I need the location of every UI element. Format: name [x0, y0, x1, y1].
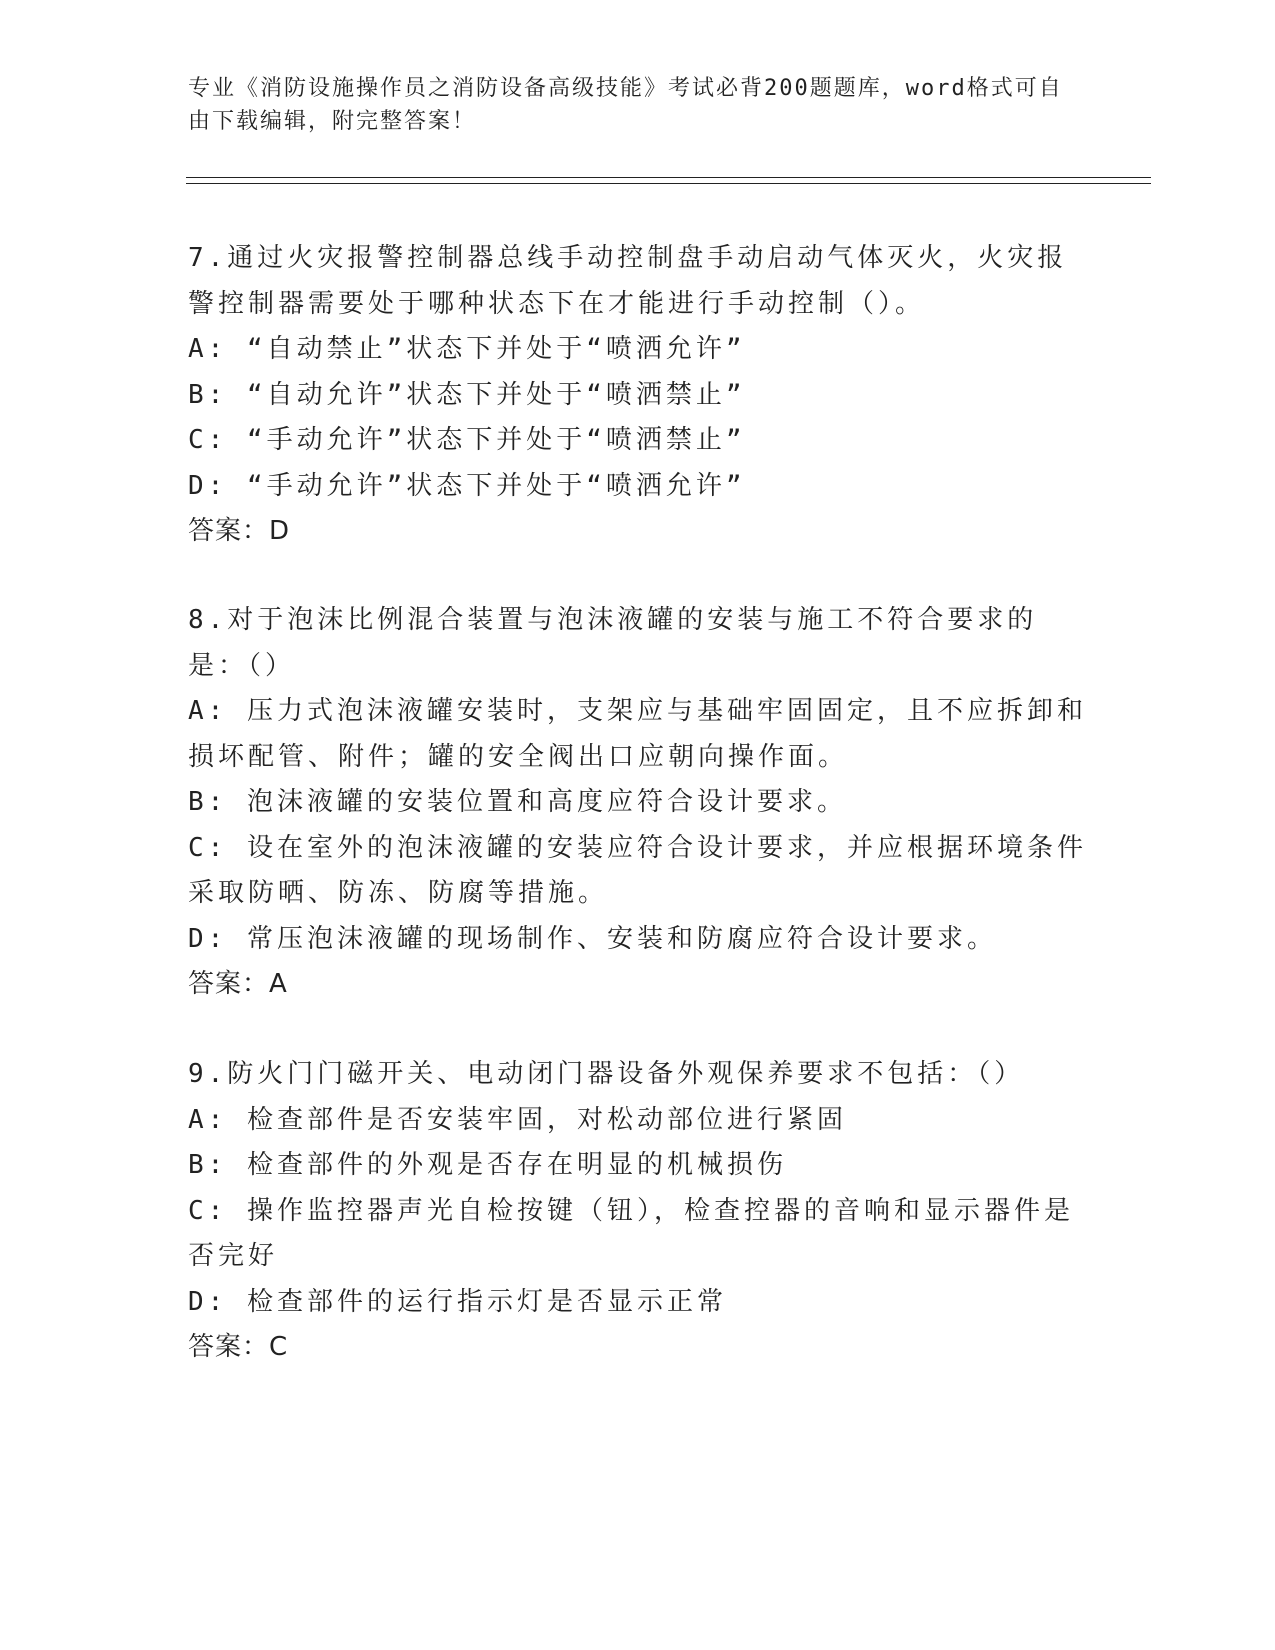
answer: 答案：D	[188, 516, 291, 546]
question-8	[188, 598, 1088, 1008]
question-9	[188, 1052, 1088, 1371]
option-a: A: “自动禁止”状态下并处于“喷洒允许”	[188, 334, 746, 364]
option-c: C: “手动允许”状态下并处于“喷洒禁止”	[188, 425, 746, 455]
option-a: A: 检查部件是否安装牢固，对松动部位进行紧固	[188, 1104, 847, 1135]
option-c: C: 操作监控器声光自检按键（钮），检查控器的音响和显示器件是否完好	[188, 1195, 1074, 1271]
answer: 答案：A	[188, 969, 288, 999]
question-stem: 9.防火门门磁开关、电动闭门器设备外观保养要求不包括：（）	[188, 1059, 1025, 1089]
question-7	[188, 236, 1088, 555]
document-header: 专业《消防设施操作员之消防设备高级技能》考试必背200题题库，word格式可自由下载编辑，附完整答案！	[188, 76, 1063, 134]
option-b: B: 检查部件的外观是否存在明显的机械损伤	[188, 1150, 787, 1180]
option-d: D: “手动允许”状态下并处于“喷洒允许”	[188, 470, 746, 501]
option-b: B: “自动允许”状态下并处于“喷洒禁止”	[188, 379, 746, 410]
option-a: A: 压力式泡沫液罐安装时，支架应与基础牢固固定，且不应拆卸和损坏配管、附件；罐的安全阀出口应朝向操作面。	[188, 696, 1087, 772]
option-c: C: 设在室外的泡沫液罐的安装应符合设计要求，并应根据环境条件采取防晒、防冻、防腐等措施。	[188, 832, 1087, 908]
answer: 答案：C	[188, 1332, 289, 1362]
question-stem: 8.对于泡沫比例混合装置与泡沫液罐的安装与施工不符合要求的是：（）	[188, 605, 1038, 681]
option-d: D: 检查部件的运行指示灯是否显示正常	[188, 1286, 727, 1317]
header-divider-bottom	[186, 183, 1151, 184]
question-stem: 7.通过火灾报警控制器总线手动控制盘手动启动气体灭火，火灾报警控制器需要处于哪种状态下在才能进行手动控制（）。	[188, 243, 1068, 319]
header-divider-top	[186, 177, 1151, 178]
option-b: B: 泡沫液罐的安装位置和高度应符合设计要求。	[188, 787, 847, 817]
option-d: D: 常压泡沫液罐的现场制作、安装和防腐应符合设计要求。	[188, 923, 997, 954]
